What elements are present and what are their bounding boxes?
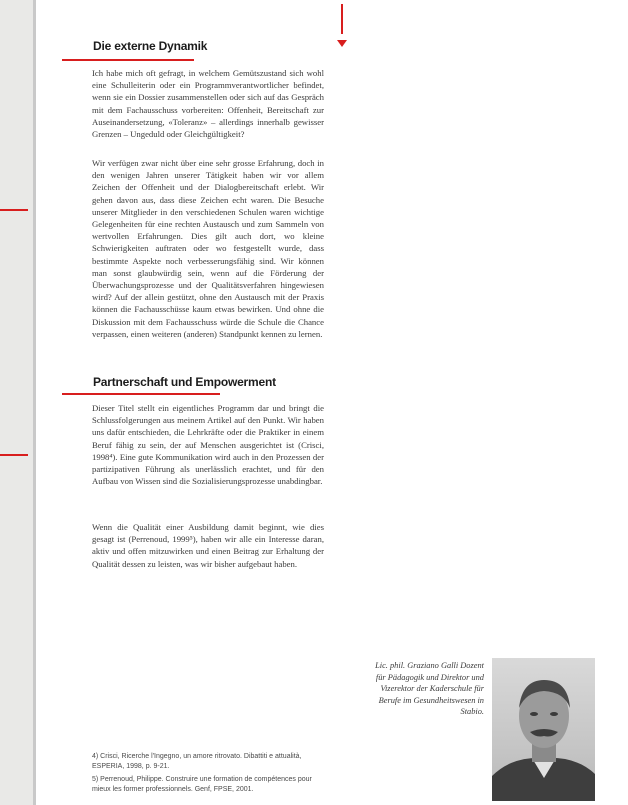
paragraph-2: Wir verfügen zwar nicht über eine sehr grosse Erfahrung, doch in den wenigen Jahren unserer Tätigkeit haben wir vor allem Zeichen der Offenheit und der Dialogbereitschaft erlebt. Wir gehen davon aus, dass diese Zeichen echt waren. Die Besuche unserer Mitglieder in den verschiedenen Schulen waren wichtige Gelegenheiten für eine rechten Austausch und zum Sammeln von wertvollen Erfahrungen. Dies gilt auch dort, wo kleine Schwierigkeiten auftraten oder wo festgestellt wurde, dass bestimmte Aspekte noch verbesserungsfähig sind. Wir können man sonst glaubwürdig sein, wenn auf die Förderung der Überwachungsprozesse und der Qualitätsverfahren hingewiesen wird? Auf der allein gestützt, ohne den Austausch mit der Praxis können die Fachausschüsse kaum etwas bewirken. Und ohne die Diskussion mit dem Fachausschuss würde die Schule die Chance verpassen, einen weiteren (anderen) Standpunkt kennen zu lernen. <box>92 158 324 339</box>
author-photo <box>492 658 595 801</box>
margin-tick-1 <box>0 209 28 211</box>
author-caption: Lic. phil. Graziano Galli Dozent für Pädagogik und Direktor und Vizerektor der Kaderschule für Berufe im Gesundheitswesen in Stabio. <box>375 661 484 717</box>
portrait-image <box>492 658 595 801</box>
page-edge-shadow <box>33 0 36 805</box>
paragraph-1: Ich habe mich oft gefragt, in welchem Gemütszustand sich wohl eine Schulleiterin oder ein Programmverantwortlicher befindet, wenn sie ein Dossier zusammenstellen oder sich auf das Gespräch mit dem Fachausschuss vorbereiten: Offenheit, Bereitschaft zur Auseinandersetzung, «Toleranz» – allerdings innerhalb gewisser Grenzen – Ungeduld oder Gleichgültigkeit? <box>92 68 324 140</box>
paragraph-3: Dieser Titel stellt ein eigentliches Programm dar und bringt die Schlussfolgerungen aus meinem Artikel auf den Punkt. Wir haben uns dafür entschieden, die Lehrkräfte oder die Praktiker in einem Beruf fähig zu sein, der auf Menschen ausgerichtet ist (Crisci, 1998⁴). Eine gute Kommunikation wird auch in den Prozessen der partizipativen Führung als unerlässlich erachtet, und für den Aufbau von Wissen sind die Sozialisierungsprozesse unabdingbar. <box>92 403 324 487</box>
heading-underline-2 <box>62 393 220 395</box>
section-heading-partnership: Partnerschaft und Empowerment <box>93 375 276 389</box>
paragraph-4: Wenn die Qualität einer Ausbildung damit beginnt, wie dies gesagt ist (Perrenoud, 1999⁵), haben wir alle ein Interesse daran, aktiv und offen mitzuwirken und einen Beitrag zur Erhaltung der Qualität dessen zu leisten, was wir bisher aufgebaut haben. <box>92 522 324 569</box>
footnote-4: 4) Crisci, Ricerche l'Ingegno, un amore ritrovato. Dibattiti e attualità, ESPERIA, 1998, p. 9-21. <box>92 753 302 770</box>
heading-underline-1 <box>62 59 194 61</box>
section-heading-external-dynamics: Die externe Dynamik <box>93 39 208 53</box>
margin-tick-2 <box>0 454 28 456</box>
down-arrow-icon <box>337 40 347 47</box>
footnote-5: 5) Perrenoud, Philippe. Construire une formation de compétences pour mieux les former professionnels. Genf, FPSE, 2001. <box>92 776 312 793</box>
top-accent-line <box>341 4 343 34</box>
